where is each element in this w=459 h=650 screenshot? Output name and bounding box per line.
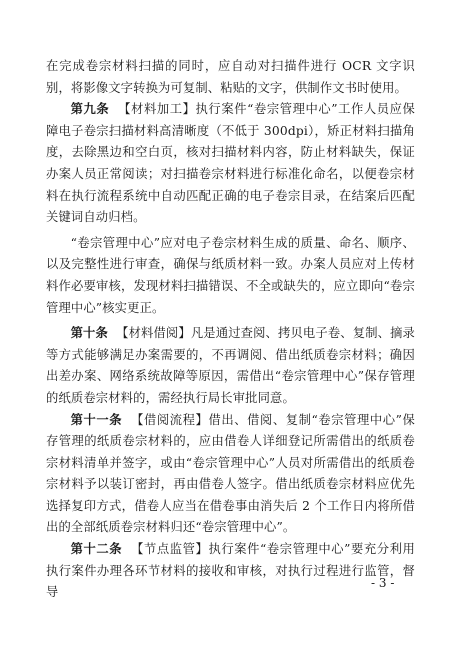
paragraph-text: 【材料借阅】凡是通过查阅、拷贝电子卷、复制、摘录等方式能够满足办案需要的，不再调阅、借出纸质卷宗材料；确因出差办案、网络系统故障等原因，需借出“卷宗管理中心”保存管理的纸质卷宗材料的，需经执行局长审批同意。	[46, 326, 416, 405]
paragraph-text: 在完成卷宗材料扫描的同时，应自动对扫描件进行 OCR 文字识别，将影像文字转换为可复制、粘贴的文字，供制作文书时使用。	[46, 59, 415, 95]
paragraph-ocr-continuation	[46, 56, 415, 99]
article-title: 第十二条	[70, 542, 123, 557]
article-11-paragraph	[46, 410, 415, 540]
review-paragraph	[46, 233, 415, 319]
article-10-paragraph	[46, 323, 415, 409]
article-12-paragraph	[46, 539, 415, 604]
paragraph-text: 【材料加工】执行案件“卷宗管理中心”工作人员应保障电子卷宗扫描材料高清晰度（不低于 300dpi），矫正材料扫描角度，去除黑边和空白页，核对扫描材料内容，防止材料缺失，保证办案人员正常阅读；对扫描卷宗材料进行标准化命名，以便卷宗材料在执行流程系统中自动匹配正确的电子卷宗目录，在结案后匹配关键词自动归档。	[46, 102, 415, 225]
paragraph-text: 【借阅流程】借出、借阅、复制“卷宗管理中心”保存管理的纸质卷宗材料的，应由借卷人详细登记所需借出的纸质卷宗材料清单并签字，或由“卷宗管理中心”人员对所需借出的纸质卷宗材料予以装订密封，再由借卷人签字。借出纸质卷宗材料应优先选择复印方式，借卷人应当在借卷事由消失后 2 个工作日内将所借出的全部纸质卷宗材料归还“卷宗管理中心”。	[46, 412, 415, 535]
paragraph-text: “卷宗管理中心”应对电子卷宗材料生成的质量、命名、顺序、以及完整性进行审查，确保与纸质材料一致。办案人员应对上传材料作必要审核，发现材料扫描错误、不全或缺失的，应立即向“卷宗管理中心”核实更正。	[46, 235, 415, 315]
article-title: 第十条	[70, 326, 108, 341]
page-number: - 3 -	[371, 576, 395, 590]
article-title: 第十一条	[70, 412, 123, 427]
article-title: 第九条	[70, 102, 110, 117]
article-9-paragraph	[46, 99, 415, 229]
paragraph-text: 【节点监管】执行案件“卷宗管理中心”要充分利用执行案件办理各环节材料的接收和审核，对执行过程进行监管，督导	[46, 542, 415, 600]
document-body	[46, 56, 415, 604]
